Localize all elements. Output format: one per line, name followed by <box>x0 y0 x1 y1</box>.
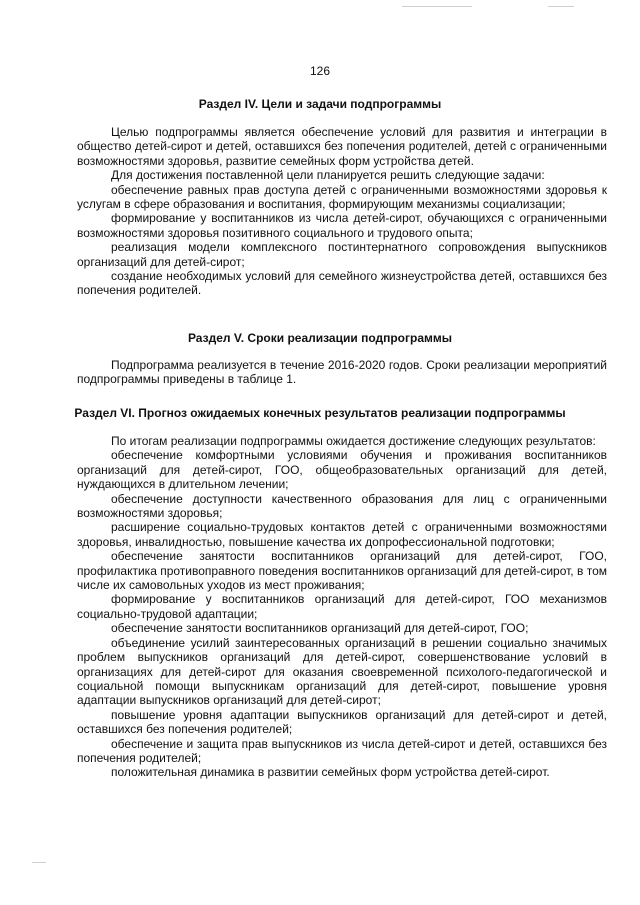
paragraph: расширение социально-трудовых контактов детей с ограниченными возможностями здоровья, инвалидностью, повышение качества их допрофессиональной подготовки; <box>77 520 607 549</box>
paragraph: формирование у воспитанников из числа детей-сирот, обучающихся с ограниченными возможностями здоровья позитивного социального и трудового опыта; <box>77 211 607 240</box>
section-heading-v: Раздел V. Сроки реализации подпрограммы <box>187 331 453 345</box>
paragraph: Для достижения поставленной цели планируется решить следующие задачи: <box>111 168 545 183</box>
paragraph: обеспечение и защита прав выпускников из числа детей-сирот и детей, оставшихся без попечения родителей; <box>77 736 607 765</box>
paragraph: обеспечение комфортными условиями обучения и проживания воспитанников организаций для детей-сирот, ГОО, общеобразовательных организаций для детей, нуждающихся в длительном лечении; <box>77 448 607 492</box>
paragraph: реализация модели комплексного постинтернатного сопровождения выпускников организаций для детей-сирот; <box>77 240 607 269</box>
paragraph: повышение уровня адаптации выпускников организаций для детей-сирот и детей, оставшихся без попечения родителей; <box>77 707 607 737</box>
section-body-vi <box>77 434 607 780</box>
scan-artifact <box>402 6 472 7</box>
paragraph: обеспечение доступности качественного образования для лиц с ограниченными возможностями здоровья; <box>77 491 607 521</box>
paragraph: формирование у воспитанников организаций для детей-сирот, ГОО механизмов социально-трудовой адаптации; <box>77 592 607 621</box>
paragraph: положительная динамика в развитии семейных форм устройства детей-сирот. <box>111 765 550 780</box>
section-body-iv <box>77 125 607 298</box>
paragraph: обеспечение занятости воспитанников организаций для детей-сирот, ГОО, профилактика противоправного поведения воспитанников организаций для детей-сирот, в том числе их самовольных уходов из мест проживания; <box>77 549 607 593</box>
section-body-v <box>77 358 607 387</box>
section-heading-iv: Раздел IV. Цели и задачи подпрограммы <box>198 97 442 111</box>
paragraph: обеспечение занятости воспитанников организаций для детей-сирот, ГОО; <box>111 621 529 636</box>
paragraph: объединение усилий заинтересованных организаций в решении социально значимых проблем выпускников организаций для детей-сирот, совершенствование условий в организациях для детей-сирот для оказания своевременной психолого-педагогической и социальной помощи выпускникам организаций для детей-сирот, повышение уровня адаптации выпускников организаций для детей-сирот; <box>77 635 607 708</box>
section-heading-vi: Раздел VI. Прогноз ожидаемых конечных результатов реализации подпрограммы <box>74 406 566 420</box>
scan-artifact <box>548 6 574 7</box>
paragraph: По итогам реализации подпрограммы ожидается достижение следующих результатов: <box>111 434 596 448</box>
paragraph: создание необходимых условий для семейного жизнеустройства детей, оставшихся без попечения родителей. <box>77 269 607 298</box>
paragraph: обеспечение равных прав доступа детей с ограниченными возможностями здоровья к услугам в сфере образования и воспитания, формирующим механизмы социализации; <box>77 182 607 212</box>
paragraph: Подпрограмма реализуется в течение 2016-2020 годов. Сроки реализации мероприятий подпрограммы приведены в таблице 1. <box>77 358 607 387</box>
scan-artifact <box>32 862 46 863</box>
paragraph: Целью подпрограммы является обеспечение условий для развития и интеграции в общество детей-сирот и детей, оставшихся без попечения родителей, детей с ограниченными возможностями здоровья, развитие семейных форм устройства детей. <box>77 125 607 168</box>
page-number: 126 <box>309 64 331 78</box>
